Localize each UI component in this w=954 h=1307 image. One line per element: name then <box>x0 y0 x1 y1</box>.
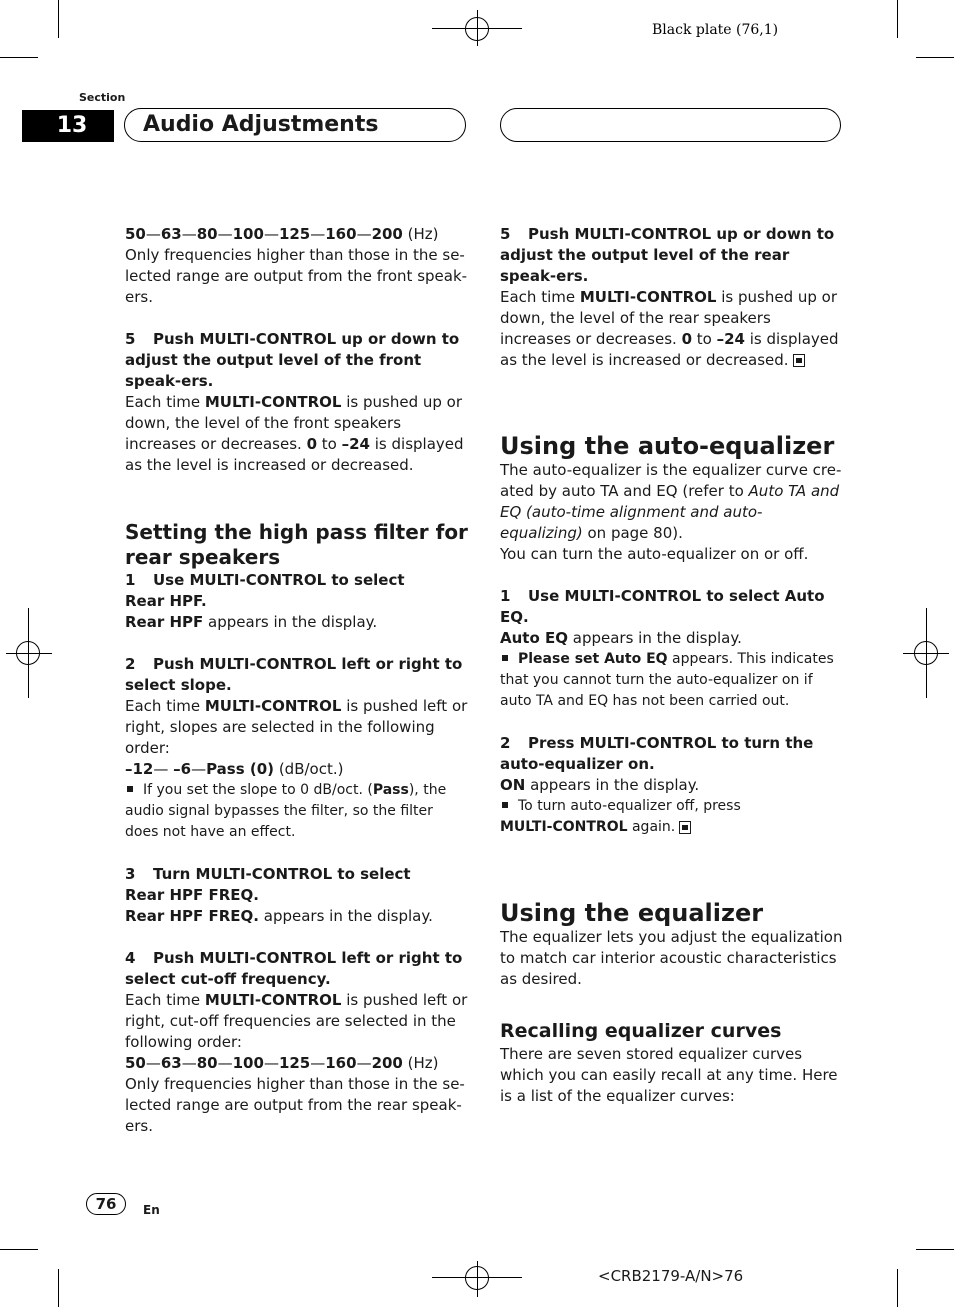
blank-title-box <box>500 108 841 142</box>
registration-mark <box>914 641 938 665</box>
left-column <box>125 224 470 1137</box>
slope-sequence: –12— –6—Pass (0) (dB/oct.) <box>125 760 344 778</box>
crop-mark <box>58 0 59 38</box>
step-1-hpf: 1 Use MULTI-CONTROL to select Rear HPF. <box>125 571 405 610</box>
crop-mark <box>0 57 38 58</box>
bullet-square-icon <box>502 802 508 808</box>
step-1-auto-eq: 1 Use MULTI-CONTROL to select Auto EQ. <box>500 587 825 626</box>
heading-high-pass-filter: Setting the high pass filter for rear speakers <box>125 520 468 569</box>
section-title-box <box>124 108 466 142</box>
auto-eq-intro: The auto-equalizer is the equalizer curve cre-ated by auto TA and EQ (refer to Auto TA and EQ (auto-time alignment and auto-equalizing) on page 80). You can turn the auto-equalizer on or off. <box>500 461 842 563</box>
crop-mark <box>916 57 954 58</box>
step-1-auto-eq-body: Auto EQ appears in the display. <box>500 629 742 647</box>
step-5-rear-body: Each time MULTI-CONTROL is pushed up or down, the level of the rear speakers increases or decreases. 0 to –24 is displayed as the level is increased or decreased. <box>500 288 839 369</box>
step-5-front: 5 Push MULTI-CONTROL up or down to adjust the output level of the front speak-ers. <box>125 330 460 390</box>
page-number: 76 <box>86 1193 126 1215</box>
language-code: En <box>143 1203 160 1217</box>
registration-mark <box>16 641 40 665</box>
step-2-auto-eq-body: ON appears in the display. <box>500 776 700 794</box>
equalizer-intro: The equalizer lets you adjust the equalization to match car interior acoustic characteristics as desired. <box>500 928 843 988</box>
step-4-cutoff-body: Each time MULTI-CONTROL is pushed left or right, cut-off frequencies are selected in the following order: <box>125 991 468 1051</box>
step-2-slope-body: Each time MULTI-CONTROL is pushed left or right, slopes are selected in the following order: <box>125 697 468 757</box>
step-4-cutoff: 4 Push MULTI-CONTROL left or right to select cut-off frequency. <box>125 949 463 988</box>
section-label: Section <box>79 91 126 104</box>
bullet-square-icon <box>127 786 133 792</box>
step-3-hpf-freq: 3 Turn MULTI-CONTROL to select Rear HPF FREQ. <box>125 865 411 904</box>
document-code: <CRB2179-A/N>76 <box>598 1267 744 1285</box>
slope-note: If you set the slope to 0 dB/oct. (Pass), the audio signal bypasses the filter, so the filter does not have an effect. <box>125 782 447 840</box>
freq-sequence-rear: 50—63—80—100—125—160—200 (Hz) <box>125 1054 439 1072</box>
recall-intro: There are seven stored equalizer curves which you can easily recall at any time. Here is a list of the equalizer curves: <box>500 1045 838 1105</box>
step-1-hpf-body: Rear HPF appears in the display. <box>125 613 378 631</box>
freq-desc-front: Only frequencies higher than those in the se-lected range are output from the front speak-ers. <box>125 246 468 306</box>
step-5-front-body: Each time MULTI-CONTROL is pushed up or down, the level of the front speakers increases or decreases. 0 to –24 is displayed as the level is increased or decreased. <box>125 393 464 474</box>
step-2-slope: 2 Push MULTI-CONTROL left or right to select slope. <box>125 655 463 694</box>
freq-sequence-front: 50—63—80—100—125—160—200 (Hz) <box>125 225 439 243</box>
crop-mark <box>897 0 898 38</box>
crop-mark <box>897 1269 898 1307</box>
bullet-square-icon <box>502 655 508 661</box>
auto-eq-note: Please set Auto EQ appears. This indicates that you cannot turn the auto-equalizer on if auto TA and EQ has not been carried out. <box>500 651 834 709</box>
registration-mark <box>465 17 489 41</box>
freq-desc-rear: Only frequencies higher than those in the se-lected range are output from the rear speak-ers. <box>125 1075 465 1135</box>
crop-mark <box>0 1249 38 1250</box>
heading-recalling-curves: Recalling equalizer curves <box>500 1020 782 1042</box>
crop-mark <box>916 1249 954 1250</box>
step-3-hpf-freq-body: Rear HPF FREQ. appears in the display. <box>125 907 433 925</box>
section-number: 13 <box>22 110 114 142</box>
heading-using-equalizer: Using the equalizer <box>500 899 764 927</box>
heading-auto-equalizer: Using the auto-equalizer <box>500 432 835 460</box>
end-mark-icon <box>793 354 805 367</box>
right-column <box>500 224 845 1107</box>
step-5-rear: 5 Push MULTI-CONTROL up or down to adjust the output level of the rear speak-ers. <box>500 225 835 285</box>
plate-label: Black plate (76,1) <box>652 22 779 38</box>
end-mark-icon <box>679 821 691 834</box>
crop-mark <box>58 1269 59 1307</box>
section-title: Audio Adjustments <box>143 112 379 137</box>
step-2-auto-eq: 2 Press MULTI-CONTROL to turn the auto-equalizer on. <box>500 734 814 773</box>
registration-mark <box>465 1266 489 1290</box>
auto-eq-off-note: To turn auto-equalizer off, press MULTI-CONTROL again. <box>500 798 741 835</box>
